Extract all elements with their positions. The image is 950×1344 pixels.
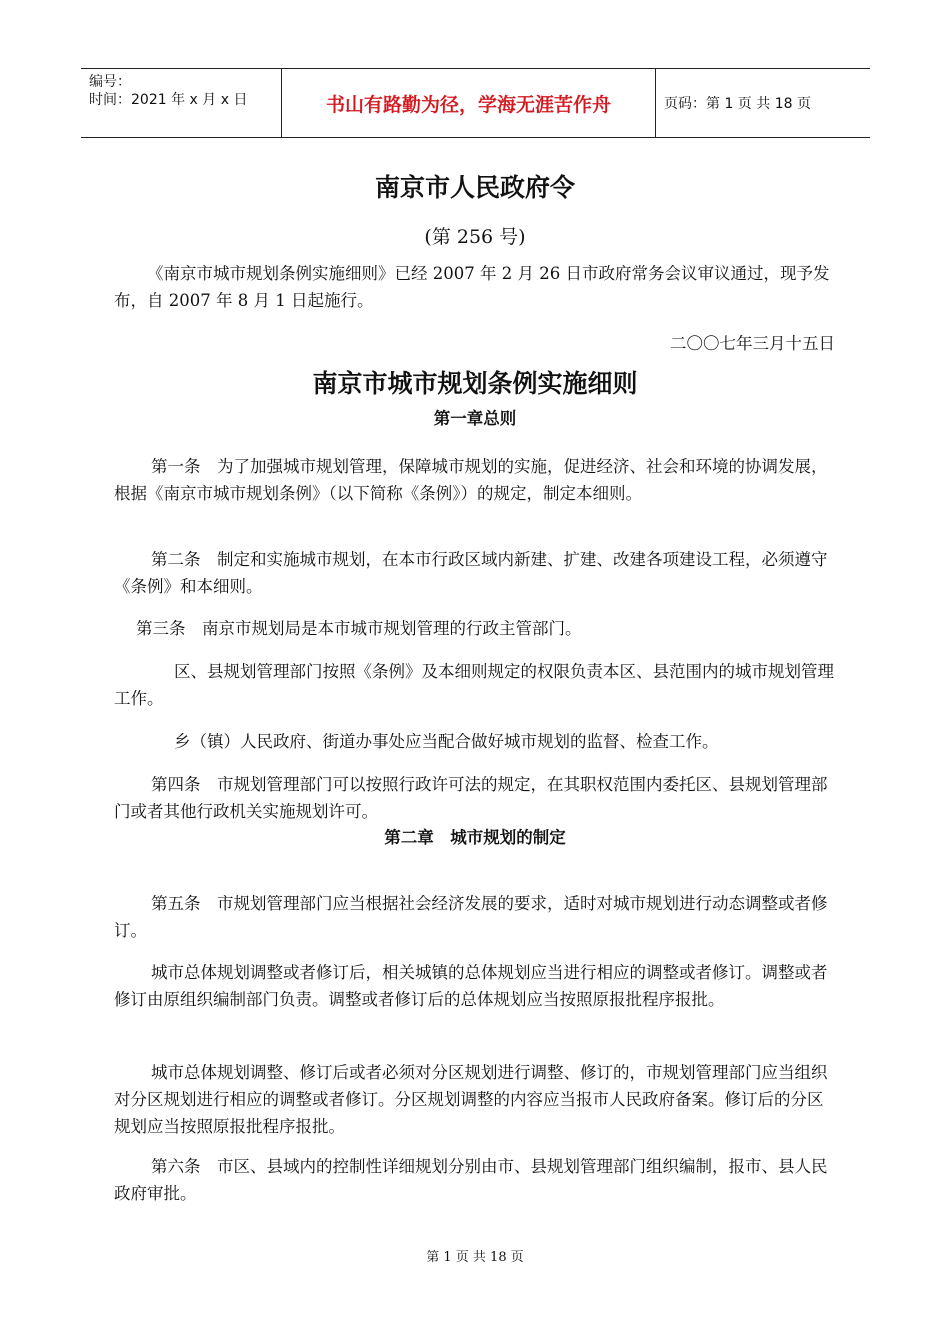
header-page-info: 页码：第 1 页 共 18 页: [664, 96, 811, 112]
article-paragraph: 第四条 市规划管理部门可以按照行政许可法的规定，在其职权范围内委托区、县规划管理部门或者其他行政机关实施规划许可。: [114, 775, 828, 821]
rules-title: 南京市城市规划条例实施细则: [312, 369, 638, 398]
doc-time-label: 时间：2021 年 x 月 x 日: [89, 92, 248, 108]
page-footer: 第 1 页 共 18 页: [426, 1250, 524, 1265]
article-paragraph: 城市总体规划调整、修订后或者必须对分区规划进行调整、修订的，市规划管理部门应当组织对分区规划进行相应的调整或者修订。分区规划调整的内容应当报市人民政府备案。修订后的分区规划应当按照原报批程序报批。: [114, 1063, 828, 1136]
article-paragraph: 第五条 市规划管理部门应当根据社会经济发展的要求，适时对城市规划进行动态调整或者修订。: [114, 894, 828, 940]
article-paragraph: 区、县规划管理部门按照《条例》及本细则规定的权限负责本区、县范围内的城市规划管理工作。: [114, 662, 834, 708]
article-paragraph: 第三条 南京市规划局是本市城市规划管理的行政主管部门。: [136, 619, 582, 638]
chapter-heading: 第一章总则: [433, 409, 517, 428]
chapter-heading: 第二章 城市规划的制定: [384, 828, 566, 847]
article-paragraph: 第一条 为了加强城市规划管理，保障城市规划的实施，促进经济、社会和环境的协调发展，根据《南京市城市规划条例》（以下简称《条例》）的规定，制定本细则。: [114, 457, 828, 503]
article-paragraph: 第二条 制定和实施城市规划，在本市行政区域内新建、扩建、改建各项建设工程，必须遵守《条例》和本细则。: [114, 550, 828, 596]
order-number: (第 256 号): [424, 226, 526, 248]
header-table: [81, 68, 870, 138]
article-paragraph: 城市总体规划调整或者修订后，相关城镇的总体规划应当进行相应的调整或者修订。调整或者修订由原组织编制部门负责。调整或者修订后的总体规划应当按照原报批程序报批。: [114, 963, 828, 1009]
article-paragraph: 乡（镇）人民政府、街道办事处应当配合做好城市规划的监督、检查工作。: [174, 732, 719, 751]
doc-number-label: 编号：: [89, 74, 131, 90]
header-meta: [81, 69, 281, 137]
header-motto: 书山有路勤为径，学海无涯苦作舟: [281, 69, 656, 137]
article-paragraph: 第六条 市区、县域内的控制性详细规划分别由市、县规划管理部门组织编制，报市、县人民政府审批。: [114, 1157, 828, 1203]
order-title: 南京市人民政府令: [374, 173, 575, 202]
issue-date: 二〇〇七年三月十五日: [670, 334, 835, 353]
announcement-paragraph: 《南京市城市规划条例实施细则》已经 2007 年 2 月 26 日市政府常务会议审议通过，现予发布，自 2007 年 8 月 1 日起施行。: [114, 264, 830, 310]
